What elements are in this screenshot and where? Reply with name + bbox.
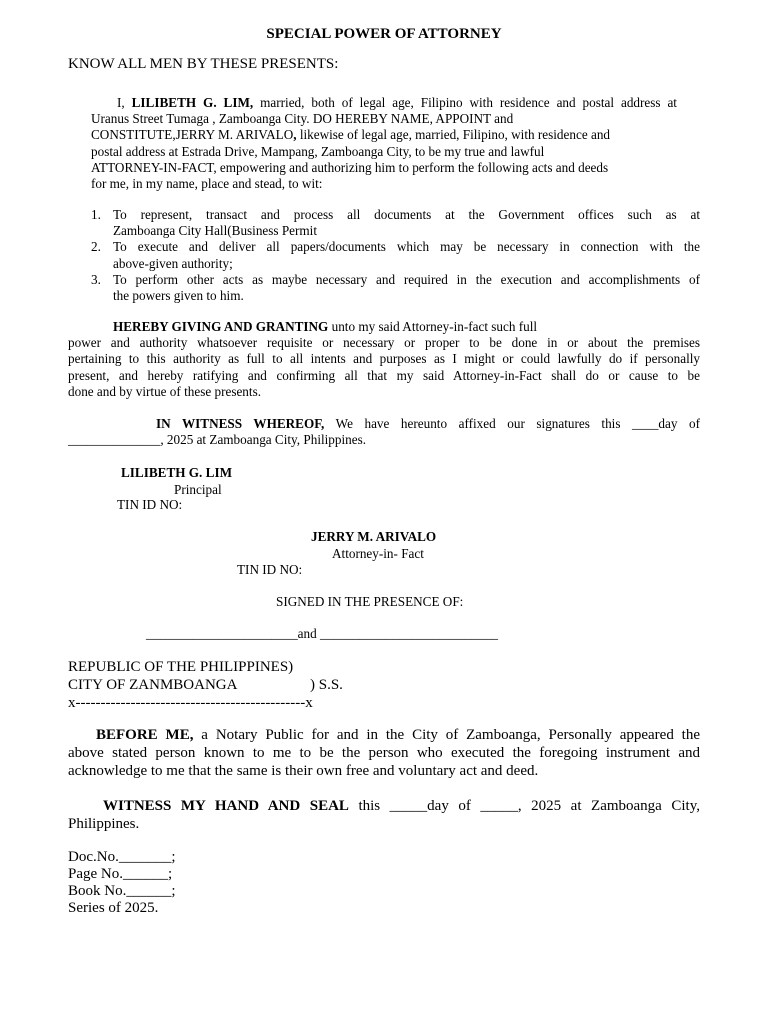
jurat-city-name: CITY OF ZANMBOANGA	[68, 677, 238, 693]
para1-line-3-pre: CONSTITUTE,JERRY M. ARIVALO	[91, 127, 294, 143]
list-item-line: To execute and deliver all papers/documents which may be necessary in connection with the	[113, 239, 700, 255]
witness-signature-lines: _______________________and ___________________________	[146, 626, 499, 641]
para1-line-4: postal address at Estrada Drive, Mampang, Zamboanga City, to be my true and lawful	[91, 143, 545, 159]
list-item-number: 2.	[91, 239, 101, 255]
hereby-line-2: power and authority whatsoever requisite or necessary or proper to be done in or about the premises	[68, 335, 700, 351]
appointment-paragraph	[91, 95, 703, 192]
doc-no: Doc.No._______;	[68, 849, 176, 865]
jurat-city	[68, 676, 343, 694]
para1-line-6: for me, in my name, place and stead, to wit:	[91, 176, 323, 192]
attorney-name: JERRY M. ARIVALO	[311, 529, 437, 544]
hereby-line-1-text: unto my said Attorney-in-fact such full	[328, 319, 538, 334]
principal-tin: TIN ID NO:	[117, 497, 183, 512]
list-item-text	[113, 239, 700, 271]
witness-hand-bold: WITNESS MY HAND AND SEAL	[103, 798, 349, 814]
para1-line-1	[91, 95, 677, 111]
witness-hand-line-1-text: this _____day of _____, 2025 at Zamboanga City,	[348, 798, 700, 814]
para1-line-3-post: likewise of legal age, married, Filipino, with residence and	[296, 127, 611, 143]
hereby-bold: HEREBY GIVING AND GRANTING	[113, 319, 329, 334]
witness-line-2: ______________, 2025 at Zamboanga City, Philippines.	[68, 432, 367, 448]
powers-list	[91, 207, 700, 304]
page-no: Page No.______;	[68, 866, 173, 882]
principal-name: LILIBETH G. LIM	[121, 465, 233, 480]
series: Series of 2025.	[68, 900, 159, 916]
para1-line-2: Uranus Street Tumaga , Zamboanga City. DO HEREBY NAME, APPOINT and	[91, 111, 514, 127]
list-item	[91, 239, 700, 271]
list-item-number: 3.	[91, 271, 101, 287]
hereby-line-4: present, and hereby ratifying and confirming all that my said Attorney-in-Fact shall do or cause to be	[68, 367, 700, 383]
jurat-republic: REPUBLIC OF THE PHILIPPINES)	[68, 659, 294, 675]
list-item-line: the powers given to him.	[113, 288, 244, 304]
witness-hand-line-1	[68, 797, 700, 815]
before-line-1-text: a Notary Public for and in the City of Zamboanga, Personally appeared the	[193, 727, 701, 743]
attorney-tin: TIN ID NO:	[237, 562, 303, 577]
before-me-paragraph	[68, 726, 700, 780]
document-title: SPECIAL POWER OF ATTORNEY	[266, 26, 502, 42]
list-item-number: 1.	[91, 207, 101, 222]
para1-line-1-text: married, both of legal age, Filipino with residence and postal address at	[253, 95, 677, 110]
witness-hand-paragraph	[68, 797, 700, 833]
notarial-register	[68, 849, 176, 917]
witness-line-1	[68, 416, 700, 432]
list-item-line: above-given authority;	[113, 255, 233, 271]
jurat-separator: x----------------------------------------------x	[68, 695, 313, 711]
list-item	[91, 207, 700, 239]
jurat-ss: ) S.S.	[310, 677, 343, 693]
witness-whereof-paragraph	[68, 416, 700, 448]
signed-presence-heading: SIGNED IN THE PRESENCE OF:	[276, 594, 464, 609]
para1-line-5: ATTORNEY-IN-FACT, empowering and authorizing him to perform the following acts and deeds	[91, 159, 609, 175]
before-line-2: above stated person known to me to be the person who executed the foregoing instrument and	[68, 745, 700, 761]
para1-line-3-bold: ,	[293, 127, 297, 143]
granting-paragraph	[68, 319, 700, 400]
list-item-text	[113, 207, 700, 239]
before-bold: BEFORE ME,	[96, 727, 194, 743]
witness-line-1-text: We have hereunto affixed our signatures this ____day of	[324, 416, 700, 431]
list-item-line: Zamboanga City Hall(Business Permit	[113, 223, 318, 239]
hereby-line-5: done and by virtue of these presents.	[68, 383, 261, 399]
list-item-line: To perform other acts as maybe necessary and required in the execution and accomplishments of	[113, 271, 700, 287]
para1-line-3	[91, 127, 703, 143]
hereby-line-1	[68, 319, 700, 335]
witness-hand-line-2: Philippines.	[68, 816, 140, 832]
before-line-3: acknowledge to me that the same is their own free and voluntary act and deed.	[68, 763, 539, 779]
attorney-role: Attorney-in- Fact	[332, 546, 424, 561]
list-item	[91, 272, 700, 304]
para1-prefix: I,	[117, 95, 132, 110]
hereby-line-3: pertaining to this authority as full to all intents and purposes as I might or could lawfully do if personally	[68, 351, 700, 367]
jurat-header	[68, 658, 343, 712]
know-all-men-heading: KNOW ALL MEN BY THESE PRESENTS:	[68, 56, 339, 72]
list-item-text	[113, 272, 700, 304]
principal-name-inline: LILIBETH G. LIM,	[131, 95, 254, 110]
principal-role: Principal	[174, 482, 222, 497]
book-no: Book No.______;	[68, 883, 176, 899]
witness-bold: IN WITNESS WHEREOF,	[156, 416, 325, 431]
before-line-1	[68, 726, 700, 744]
list-item-line: To represent, transact and process all documents at the Government offices such as at	[113, 207, 700, 222]
